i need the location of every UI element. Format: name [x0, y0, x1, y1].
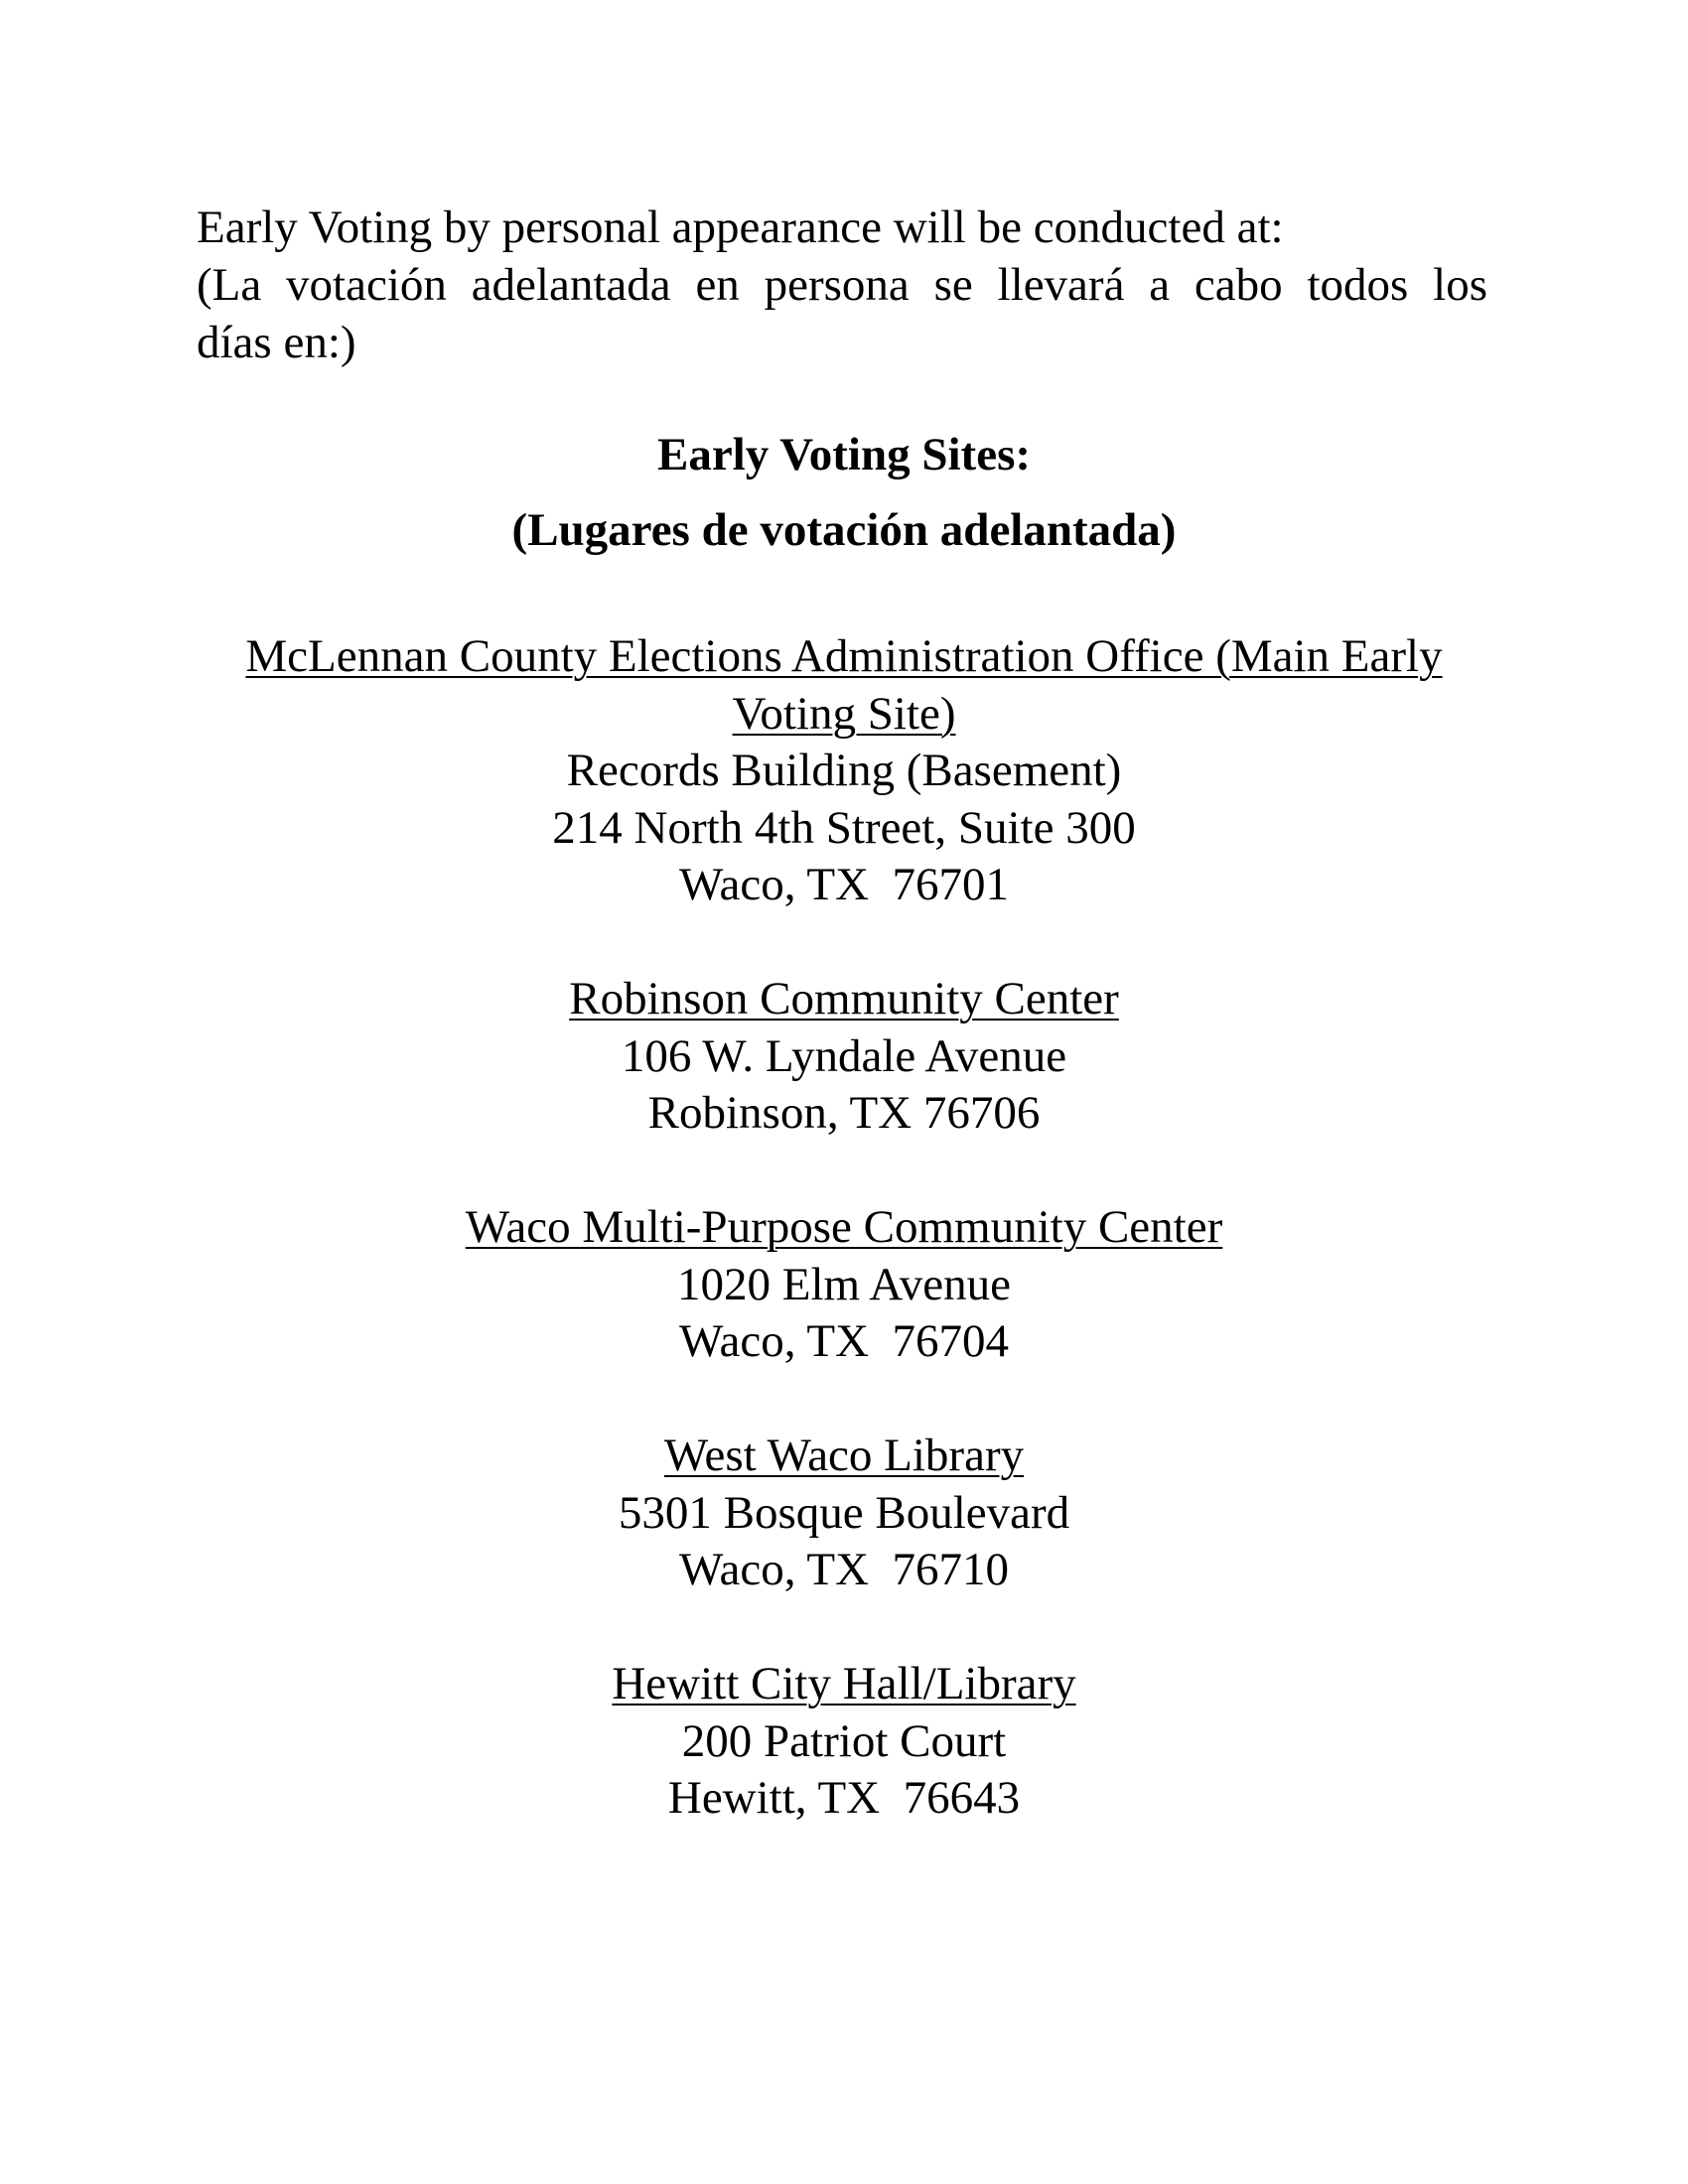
sites-heading-spanish: (Lugares de votación adelantada) — [511, 504, 1177, 556]
site-city-line: Robinson, TX 76706 — [647, 1087, 1041, 1139]
intro-line-spanish: (La votación adelantada en persona se llevará a cabo todos los — [197, 259, 1487, 311]
site-address-line: Records Building (Basement) — [566, 745, 1122, 796]
site-name: Hewitt City Hall/Library — [612, 1658, 1076, 1709]
site-address-line: 200 Patriot Court — [681, 1714, 1007, 1767]
intro-paragraph — [197, 199, 1487, 371]
early-voting-sites-list — [0, 628, 1688, 1828]
sites-heading: Early Voting Sites: — [656, 429, 1032, 480]
site-name: Robinson Community Center — [569, 973, 1119, 1024]
site-waco-multipurpose — [0, 1199, 1688, 1371]
intro-line-spanish-continued: días en:) — [197, 317, 356, 368]
site-name: West Waco Library — [663, 1430, 1025, 1481]
site-west-waco-library — [0, 1428, 1688, 1599]
site-city-line: Hewitt, TX 76643 — [667, 1772, 1021, 1824]
site-city-line: Waco, TX 76710 — [678, 1544, 1010, 1595]
site-city-line: Waco, TX 76704 — [678, 1315, 1010, 1367]
site-city-line: Waco, TX 76701 — [678, 859, 1010, 910]
site-address-line: 106 W. Lyndale Avenue — [621, 1029, 1067, 1082]
site-address-line: 1020 Elm Avenue — [677, 1258, 1011, 1310]
site-address-line: 214 North 4th Street, Suite 300 — [552, 801, 1136, 854]
site-hewitt — [0, 1656, 1688, 1828]
site-robinson — [0, 971, 1688, 1143]
site-name: Waco Multi-Purpose Community Center — [465, 1201, 1223, 1253]
intro-line-english: Early Voting by personal appearance will be conducted at: — [197, 202, 1284, 253]
site-address-line: 5301 Bosque Boulevard — [618, 1486, 1070, 1539]
site-name: McLennan County Elections Administration Office (Main Early Voting Site) — [245, 630, 1443, 740]
site-elections-office — [0, 628, 1688, 914]
